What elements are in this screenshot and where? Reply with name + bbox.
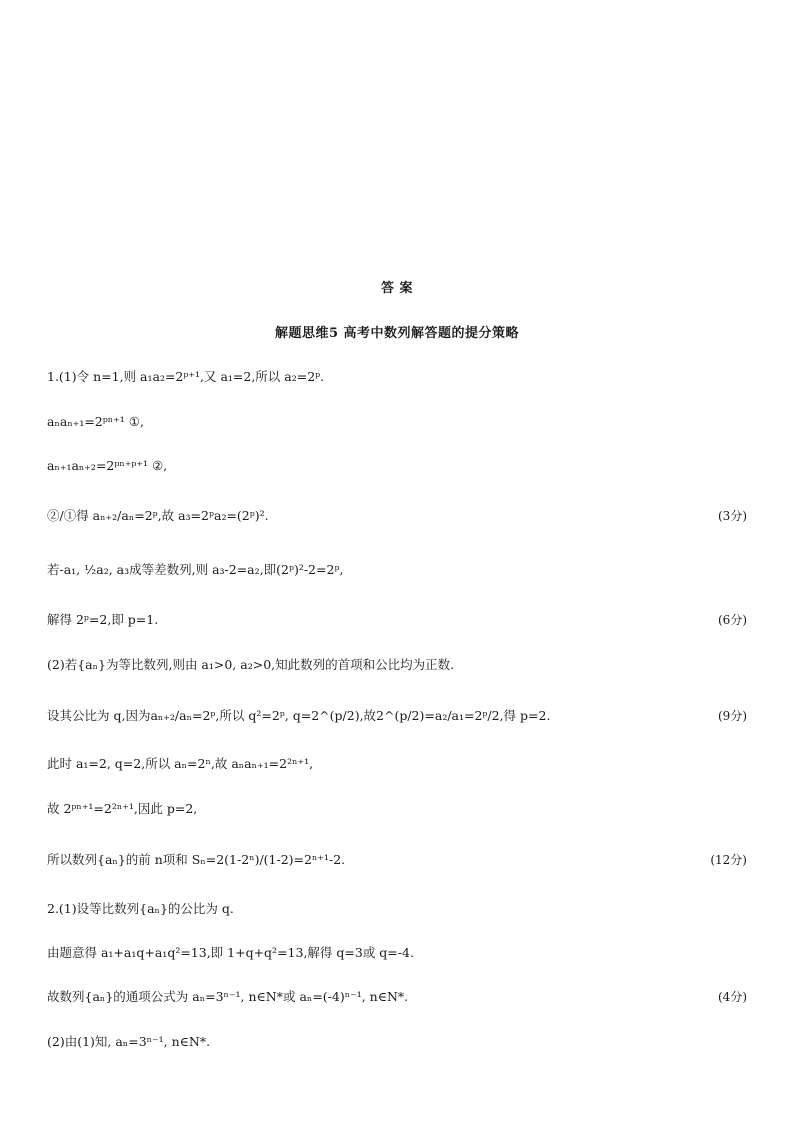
line-text: 所以数列{aₙ}的前 n项和 Sₙ=2(1-2ⁿ)/(1-2)=2ⁿ⁺¹-2. bbox=[47, 852, 346, 867]
solution-line bbox=[47, 606, 747, 632]
heading-text: 答 案 bbox=[380, 281, 414, 296]
line-text: 解得 2ᵖ=2,即 p=1. bbox=[47, 612, 159, 627]
solution-line bbox=[47, 556, 747, 582]
score-label: (4分) bbox=[718, 989, 747, 1004]
line-text: 此时 a₁=2, q=2,所以 aₙ=2ⁿ,故 aₙaₙ₊₁=2²ⁿ⁺¹, bbox=[47, 756, 314, 771]
solution-line bbox=[47, 408, 747, 434]
solution-line bbox=[47, 702, 747, 728]
solution-line bbox=[47, 750, 747, 776]
line-text: aₙaₙ₊₁=2ᵖⁿ⁺¹ ①, bbox=[47, 413, 144, 429]
line-text: 由题意得 a₁+a₁q+a₁q²=13,即 1+q+q²=13,解得 q=3或 q=-4. bbox=[47, 945, 414, 960]
subheading bbox=[0, 322, 794, 341]
solution-line bbox=[47, 846, 747, 872]
score-label: (9分) bbox=[718, 708, 747, 723]
line-text: (2)由(1)知, aₙ=3ⁿ⁻¹, n∈N*. bbox=[47, 1034, 211, 1049]
solution-line bbox=[47, 939, 747, 965]
solution-line bbox=[47, 895, 747, 921]
line-text: (2)若{aₙ}为等比数列,则由 a₁>0, a₂>0,知此数列的首项和公比均为正数. bbox=[47, 657, 455, 672]
heading bbox=[0, 277, 794, 296]
line-text: aₙ₊₁aₙ₊₂=2ᵖⁿ⁺ᵖ⁺¹ ②, bbox=[47, 457, 168, 473]
subheading-text: 解题思维5 高考中数列解答题的提分策略 bbox=[274, 326, 520, 341]
line-text: 1.(1)令 n=1,则 a₁a₂=2ᵖ⁺¹,又 a₁=2,所以 a₂=2ᵖ. bbox=[47, 369, 325, 384]
score-label: (6分) bbox=[718, 612, 747, 627]
line-text: 故数列{aₙ}的通项公式为 aₙ=3ⁿ⁻¹, n∈N*或 aₙ=(-4)ⁿ⁻¹, n∈N*. bbox=[47, 989, 409, 1004]
score-label: (12分) bbox=[710, 852, 747, 867]
solution-line bbox=[47, 651, 747, 677]
line-text: ②/①得 aₙ₊₂/aₙ=2ᵖ,故 a₃=2ᵖa₂=(2ᵖ)². bbox=[47, 508, 269, 523]
score-label: (3分) bbox=[718, 508, 747, 523]
solution-line bbox=[47, 983, 747, 1009]
solution-line bbox=[47, 1028, 747, 1054]
solution-line bbox=[47, 502, 747, 528]
solution-line bbox=[47, 452, 747, 478]
line-text: 2.(1)设等比数列{aₙ}的公比为 q. bbox=[47, 901, 234, 916]
line-text: 若-a₁, ½a₂, a₃成等差数列,则 a₃-2=a₂,即(2ᵖ)²-2=2ᵖ, bbox=[47, 562, 344, 577]
line-text: 故 2ᵖⁿ⁺¹=2²ⁿ⁺¹,因此 p=2, bbox=[47, 801, 198, 816]
solution-line bbox=[47, 795, 747, 821]
line-text: 设其公比为 q,因为aₙ₊₂/aₙ=2ᵖ,所以 q²=2ᵖ, q=2^(p/2),故2^(p/2)=a₂/a₁=2ᵖ/2,得 p=2. bbox=[47, 708, 551, 723]
solution-line bbox=[47, 363, 747, 389]
